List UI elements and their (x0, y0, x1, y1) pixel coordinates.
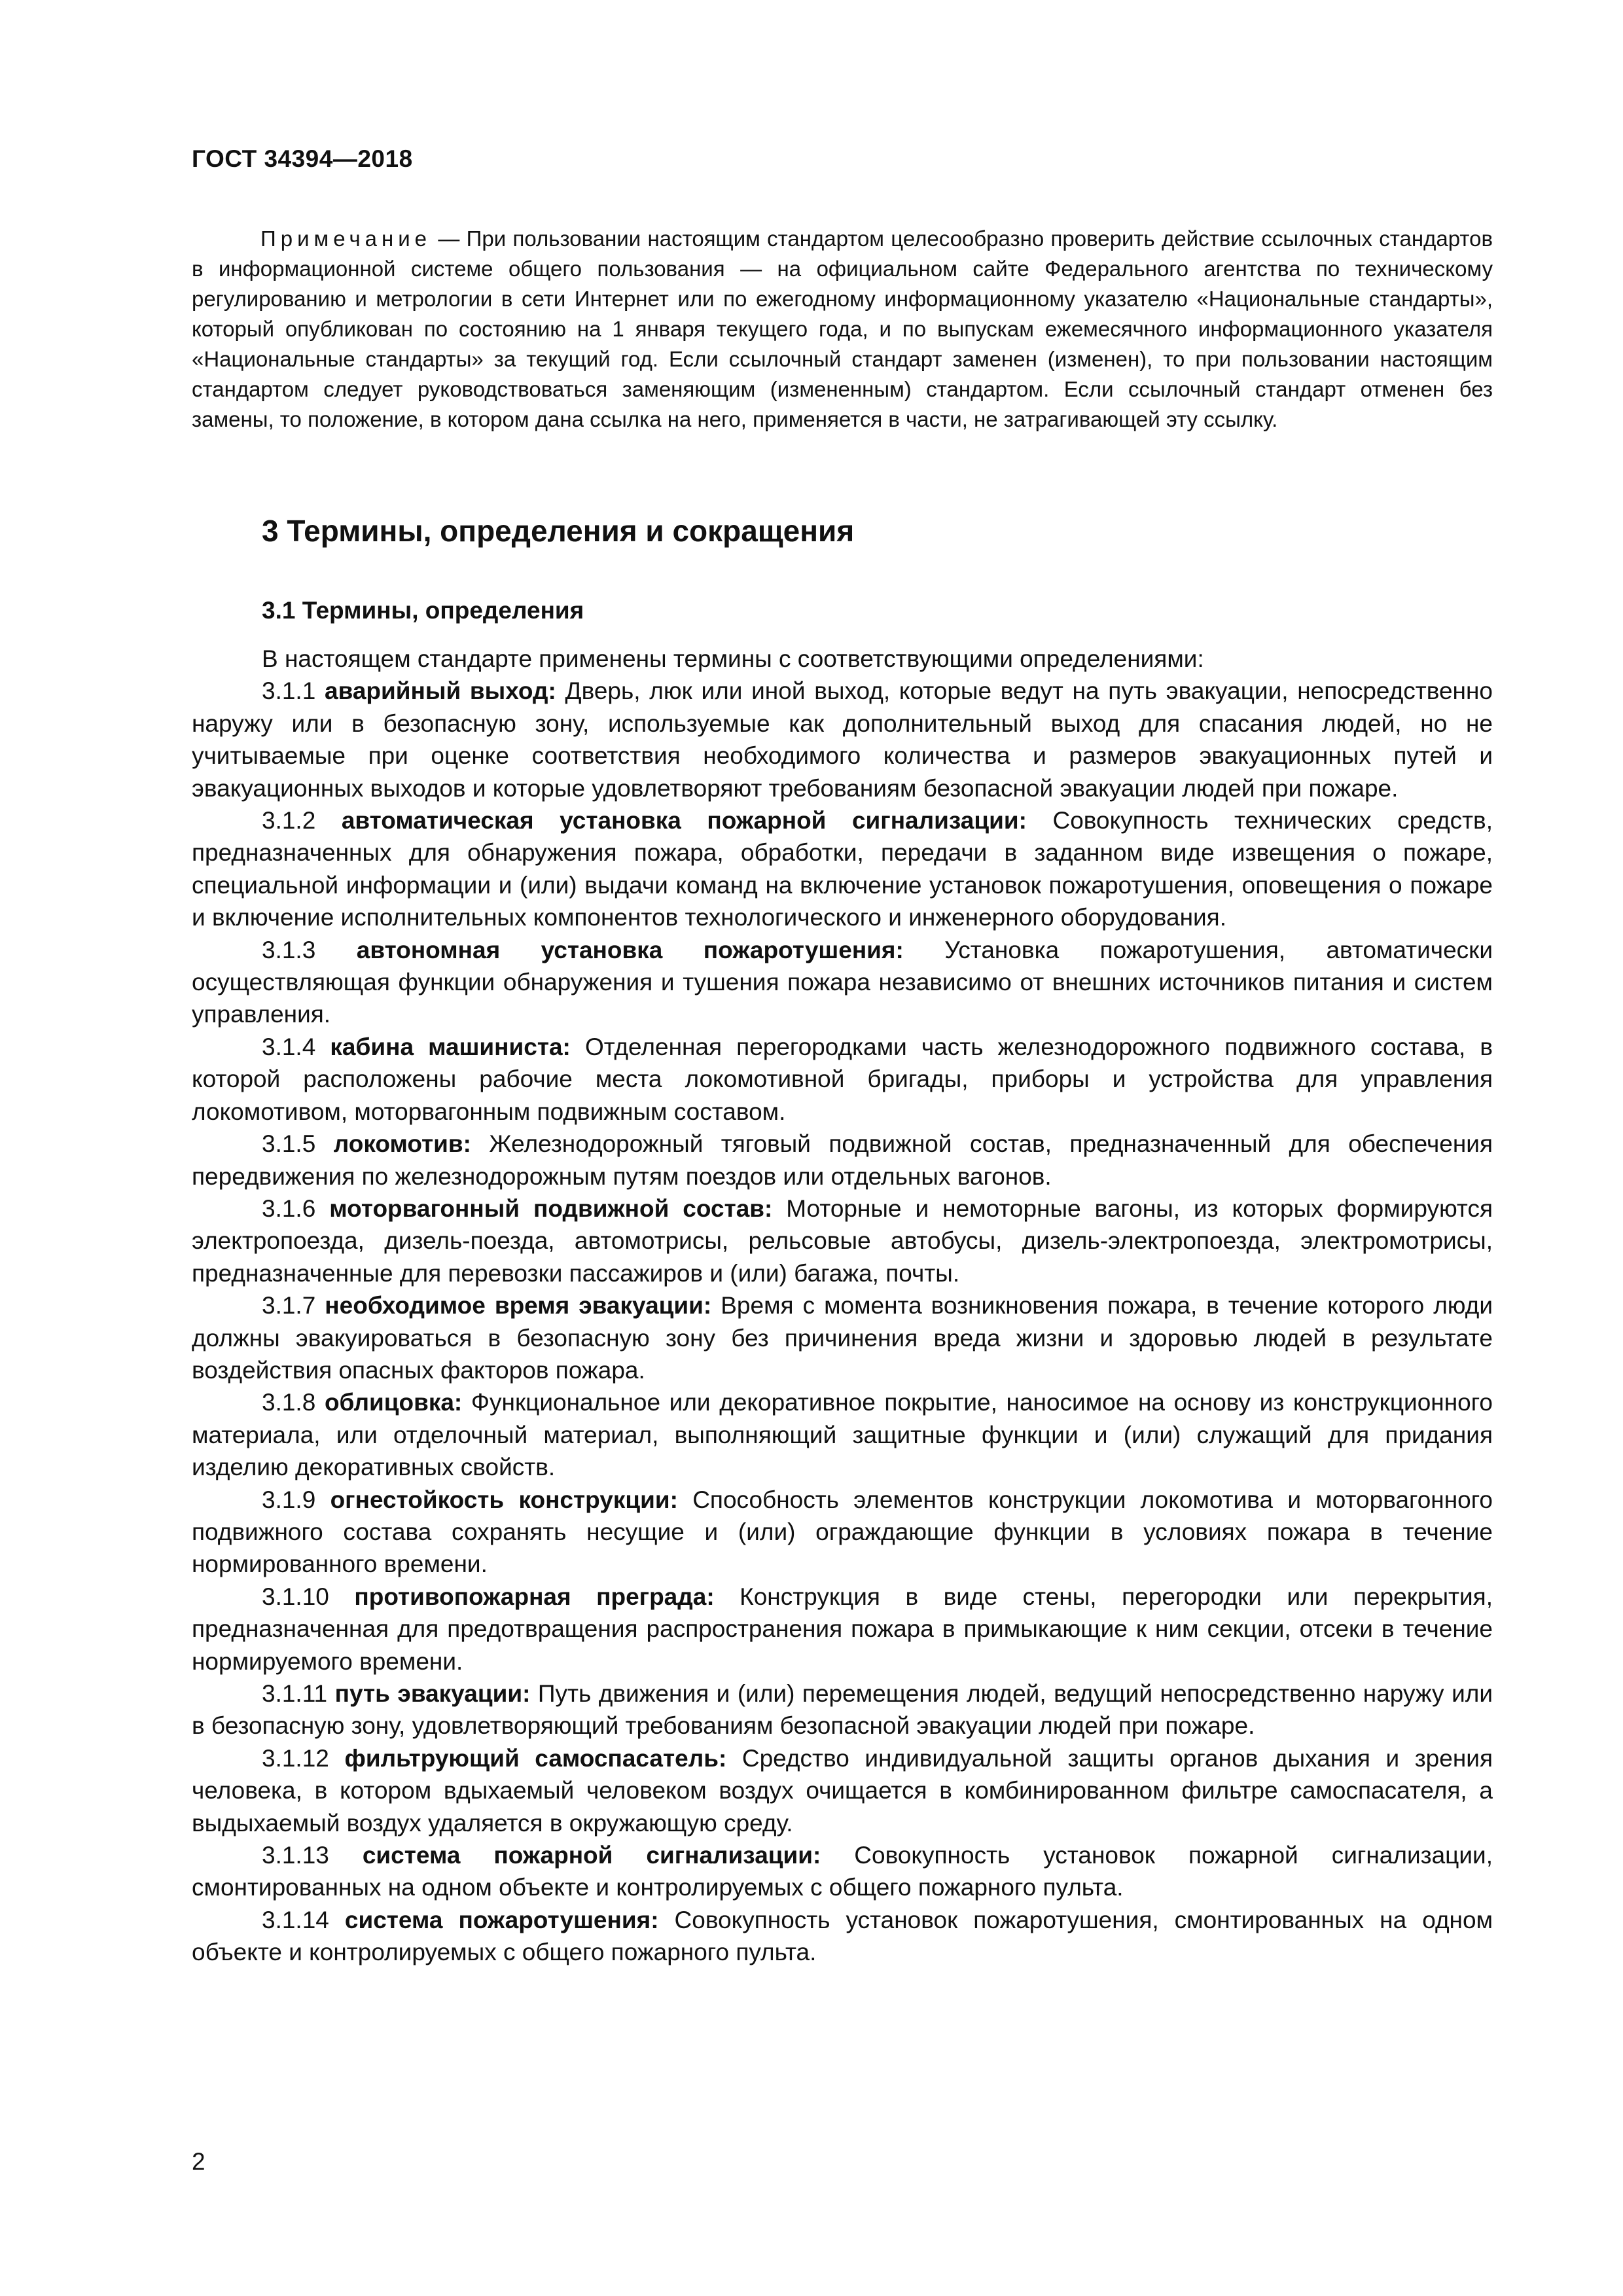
term-number: 3.1.4 (262, 1033, 330, 1060)
term-name: аварийный выход: (325, 677, 556, 705)
term-number: 3.1.1 (262, 677, 325, 705)
term-definition: Отделенная перегородками часть железнодорожного подвижного состава, в которой расположены рабочие места локомотивной бригады, приборы и устройства для управления локомотивом, моторвагонным подвижным составом. (192, 1033, 1493, 1125)
term-entry (192, 934, 1493, 1031)
term-entry (192, 1386, 1493, 1483)
reference-note (192, 224, 1493, 435)
term-name: локомотив: (333, 1130, 471, 1158)
term-number: 3.1.7 (262, 1292, 325, 1319)
term-number: 3.1.3 (262, 936, 357, 963)
page-number: 2 (192, 2148, 205, 2175)
term-definition: Совокупность технических средств, предназначенных для обнаружения пожара, обработки, передачи в заданном виде извещения о пожаре, специальной информации и (или) выдачи команд на включение установок пожаротушения, оповещения о пожаре и включение исполнительных компонентов технологического и инженерного оборудования. (192, 807, 1493, 931)
term-number: 3.1.13 (262, 1842, 363, 1869)
term-name: моторвагонный подвижной состав: (329, 1194, 773, 1222)
term-entry (192, 1128, 1493, 1193)
term-name: система пожарной сигнализации: (362, 1842, 821, 1869)
term-name: противопожарная преграда: (354, 1583, 715, 1610)
term-definition: Способность элементов конструкции локомотива и моторвагонного подвижного состава сохранять несущие и (или) ограждающие функции в условиях пожара в течение нормированного времени. (192, 1486, 1493, 1578)
term-name: фильтрующий самоспасатель: (344, 1744, 727, 1772)
term-name: огнестойкость конструкции: (330, 1486, 678, 1513)
term-name: кабина машиниста: (330, 1033, 571, 1060)
term-entry (192, 1742, 1493, 1839)
terms-intro: В настоящем стандарте применены термины с соответствующими определениями: (262, 645, 1204, 672)
term-name: автоматическая установка пожарной сигнализации: (341, 807, 1027, 834)
term-name: путь эвакуации: (334, 1680, 531, 1707)
term-definition: Путь движения и (или) перемещения людей, ведущий непосредственно наружу или в безопасную зону, удовлетворяющий требованиям безопасной эвакуации людей при пожаре. (192, 1680, 1493, 1740)
term-entry (192, 1839, 1493, 1904)
subsection-title: 3.1 Термины, определения (262, 597, 584, 624)
term-definition: Установка пожаротушения, автоматически осуществляющая функции обнаружения и тушения пожара независимо от внешних источников питания и систем управления. (192, 936, 1493, 1028)
term-number: 3.1.14 (262, 1906, 345, 1933)
term-number: 3.1.2 (262, 807, 342, 834)
term-definition: Железнодорожный тяговый подвижной состав, предназначенный для обеспечения передвижения по железнодорожным путям поездов или отдельных вагонов. (192, 1130, 1493, 1190)
term-number: 3.1.12 (262, 1744, 345, 1772)
term-number: 3.1.6 (262, 1194, 330, 1222)
note-label: Примечание (260, 226, 432, 251)
term-number: 3.1.11 (262, 1680, 335, 1707)
term-entry (192, 1289, 1493, 1386)
term-definition: Функциональное или декоративное покрытие, наносимое на основу из конструкционного материала, или отделочный материал, выполняющий защитные функции и (или) служащий для придания изделию декоративных свойств. (192, 1389, 1493, 1481)
term-number: 3.1.10 (262, 1583, 355, 1610)
term-definition: Средство индивидуальной защиты органов дыхания и зрения человека, в котором вдыхаемый человеком воздух очищается в комбинированном фильтре самоспасателя, а выдыхаемый воздух удаляется в окружающую среду. (192, 1744, 1493, 1837)
term-definition: Совокупность установок пожарной сигнализации, смонтированных на одном объекте и контролируемых с общего пожарного пульта. (192, 1842, 1493, 1901)
term-name: необходимое время эвакуации: (325, 1292, 712, 1319)
term-definition: Конструкция в виде стены, перегородки или перекрытия, предназначенная для предотвращения распространения пожара в примыкающие к ним секции, отсеки в течение нормируемого времени. (192, 1583, 1493, 1675)
section-title: 3 Термины, определения и сокращения (262, 514, 855, 548)
term-definition: Совокупность установок пожаротушения, смонтированных на одном объекте и контролируемых с общего пожарного пульта. (192, 1906, 1493, 1966)
term-definition: Время с момента возникновения пожара, в течение которого люди должны эвакуироваться в безопасную зону без причинения вреда жизни и здоровью людей в результате воздействия опасных факторов пожара. (192, 1292, 1493, 1384)
term-definition: Моторные и немоторные вагоны, из которых формируются электропоезда, дизель-поезда, автомотрисы, рельсовые автобусы, дизель-электропоезда, электромотрисы, предназначенные для перевозки пассажиров и (или) багажа, почты. (192, 1194, 1493, 1287)
term-entry (192, 675, 1493, 804)
term-number: 3.1.8 (262, 1389, 325, 1416)
term-entry (192, 1904, 1493, 1969)
terms-body (192, 643, 1493, 1969)
term-entry (192, 1031, 1493, 1128)
term-number: 3.1.5 (262, 1130, 334, 1158)
note-text: — При пользовании настоящим стандартом целесообразно проверить действие ссылочных стандартов в информационной системе общего пользования — на официальном сайте Федерального агентства по техническому регулированию и метрологии в сети Интернет или по ежегодному информационному указателю «Национальные стандарты», который опубликован по состоянию на 1 января текущего года, и по выпускам ежемесячного информационного указателя «Национальные стандарты» за текущий год. Если ссылочный стандарт заменен (изменен), то при пользовании настоящим стандартом следует руководствоваться заменяющим (измененным) стандартом. Если ссылочный стандарт отменен без замены, то положение, в котором дана ссылка на него, применяется в части, не затрагивающей эту ссылку. (192, 226, 1493, 431)
term-entry (192, 1484, 1493, 1581)
term-entry (192, 1677, 1493, 1742)
running-header: ГОСТ 34394—2018 (192, 145, 413, 172)
term-entry (192, 1193, 1493, 1289)
term-name: автономная установка пожаротушения: (356, 936, 904, 963)
term-definition: Дверь, люк или иной выход, которые ведут на путь эвакуации, непосредственно наружу или в безопасную зону, используемые как дополнительный выход для спасания людей, но не учитываемые при оценке соответствия необходимого количества и размеров эвакуационных путей и эвакуационных выходов и которые удовлетворяют требованиям безопасной эвакуации людей при пожаре. (192, 677, 1493, 802)
term-name: облицовка: (324, 1389, 463, 1416)
term-entry (192, 804, 1493, 934)
term-entry (192, 1581, 1493, 1677)
term-name: система пожаротушения: (344, 1906, 659, 1933)
term-number: 3.1.9 (262, 1486, 330, 1513)
